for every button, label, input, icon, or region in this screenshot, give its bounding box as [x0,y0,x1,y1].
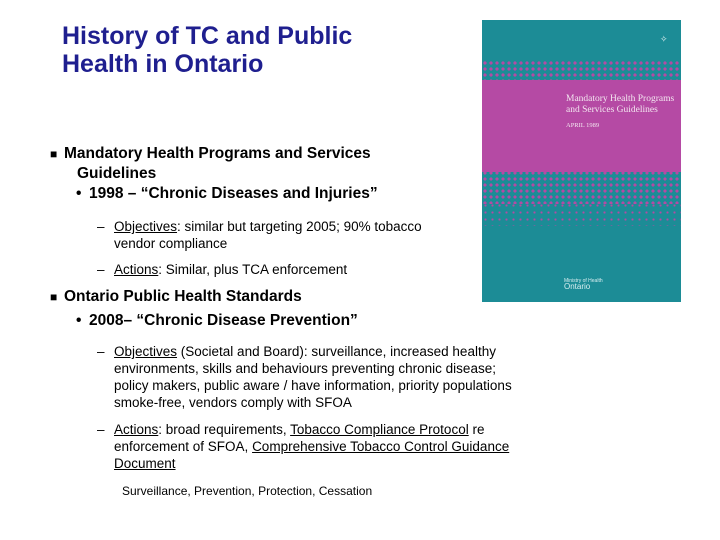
sub-bullet-text: 1998 – “Chronic Diseases and Injuries” [89,185,378,202]
tobacco-control-guidance-link-cont[interactable]: Document [114,456,176,471]
guidelines-cover-image [482,20,681,302]
bullet-ontario-standards [50,287,302,307]
bullet-text: Mandatory Health Programs and Services [64,145,371,162]
square-bullet-icon: ■ [50,147,58,161]
objectives-2008-line-3: policy makers, public aware / have information, priority populations [114,378,512,393]
dash-item-objectives-1998-cont [114,235,227,252]
title-line-1: History of TC and Public [62,22,353,50]
objectives-text: (Societal and Board): surveillance, increased healthy [177,344,496,359]
objectives-text: : similar but targeting 2005; 90% tobacco [177,219,422,234]
round-bullet-icon: • [76,312,82,329]
cover-title-line-1: Mandatory Health Programs [566,94,675,104]
tobacco-control-guidance-link[interactable]: Comprehensive Tobacco Control Guidance [252,439,510,454]
objectives-label: Objectives [114,219,178,234]
cover-dot-pattern-bottom [482,170,681,204]
cover-dot-pattern-fade [482,202,681,226]
dash-icon: – [97,344,105,359]
actions-2008-line-3 [114,455,176,472]
bullet-text: Ontario Public Health Standards [64,288,302,305]
square-bullet-icon: ■ [50,290,58,304]
cover-dot-pattern-top [482,60,681,82]
bullet-mandatory-guidelines-cont [77,164,156,184]
footer-note: Surveillance, Prevention, Protection, Cessation [122,484,373,498]
objectives-2008-line-2: environments, skills and behaviours preventing chronic disease; [114,361,496,376]
sub-bullet-1998 [76,184,378,204]
sub-bullet-text: 2008– “Chronic Disease Prevention” [89,312,358,329]
bullet-text: Guidelines [77,165,157,182]
cover-title [566,94,676,116]
actions-text: enforcement of SFOA, [114,439,253,454]
round-bullet-icon: • [76,185,82,202]
tobacco-compliance-protocol-link[interactable]: Tobacco Compliance Protocol [290,422,469,437]
objectives-text-cont: vendor compliance [114,236,228,251]
dash-item-objectives-2008 [97,343,496,360]
dash-icon: – [97,262,105,277]
actions-text: : Similar, plus TCA enforcement [158,262,348,277]
ontario-logo [564,278,634,294]
objectives-2008-line-4: smoke-free, vendors comply with SFOA [114,395,352,410]
dash-item-actions-2008 [97,421,485,438]
bullet-mandatory-guidelines [50,144,371,164]
actions-text-end: re [468,422,485,437]
actions-text: : broad requirements, [158,422,291,437]
objectives-label: Objectives [114,344,178,359]
dash-icon: – [97,422,105,437]
actions-label: Actions [114,422,159,437]
actions-label: Actions [114,262,159,277]
dash-item-objectives-1998 [97,218,422,235]
dash-icon: – [97,219,105,234]
dash-item-actions-1998 [97,261,348,278]
logo-ontario-text: Ontario [564,282,591,291]
sub-bullet-2008 [76,311,358,331]
logo-ministry-text: Ministry of Health [564,278,603,284]
cover-date: APRIL 1989 [566,122,600,129]
cover-title-line-2: and Services Guidelines [566,105,658,115]
slide-title [62,22,462,78]
title-line-2: Health in Ontario [62,50,264,78]
cover-mark-icon: ✧ [660,34,668,44]
actions-2008-line-2 [114,438,509,455]
